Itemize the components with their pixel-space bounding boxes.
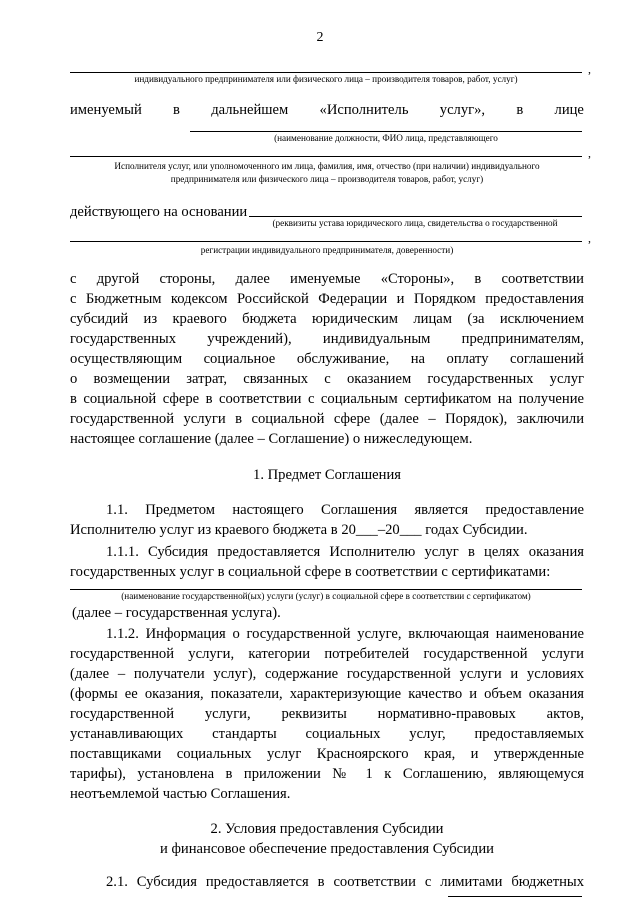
section-2-title: 2. Условия предоставления Субсидии [210,821,444,837]
caption-executor-1: Исполнителя услуг, или уполномоченного им лица, фамилия, имя, отчество (при наличии) индивидуального [114,161,540,171]
clause-1-1-line: Исполнителю услуг из краевого бюджета в 20___–20___ годах Субсидии. [70,522,528,538]
section-2-subtitle: и финансовое обеспечение предоставления Субсидии [160,841,494,857]
clause-1-1-2-line: (далее – получатели услуг), содержание государственной услуги и условиях [70,666,584,682]
comma: , [588,146,591,160]
service-after: (далее – государственная услуга). [72,605,281,621]
basis-fill-line [249,216,582,217]
named-line [70,100,584,120]
clause-1-1-2-line: устанавливающих стандарты социальных услуг, предоставляемых [70,726,584,742]
preamble-line: с Бюджетным кодексом Российской Федерации и Порядком предоставления [70,291,584,307]
clause-1-1-2-line: неотъемлемой частью Соглашения. [70,786,291,802]
clause-1-1-2-line: государственной услуги, категории потребителей государственной услуги [70,646,584,662]
caption-charter: (реквизиты устава юридического лица, свидетельства о государственной [272,218,558,228]
section-1-title: 1. Предмет Соглашения [253,467,401,483]
charter-fill-line [70,241,582,242]
caption-executor-2: предпринимателя или физического лица – производителя товаров, работ, услуг) [170,174,484,184]
position-fill-line [190,131,582,132]
clause-1-1-2-line: поставщиками социальных услуг Красноярского края, и утвержденные [70,746,584,762]
comma: , [588,231,591,245]
page-number: 2 [316,30,324,45]
word: услуг», [439,102,486,118]
caption-service: (наименование государственной(ых) услуги (услуг) в социальной сфере в соответствии с сертификатом) [121,591,531,601]
clause-1-1-1-line: государственных услуг в социальной сфере в соответствии с сертификатами: [70,564,551,580]
clause-2-1-line: 2.1. Субсидия предоставляется в соответствии с лимитами бюджетных [106,874,584,890]
preamble-line: настоящее соглашение (далее – Соглашение) о нижеследующем. [70,431,473,447]
preamble-line: о возмещении затрат, связанных с оказанием государственных услуг [70,371,584,387]
executor-fill-line [70,156,582,157]
comma: , [588,62,591,76]
top-fill-line [70,72,582,73]
clause-1-1-1-line: 1.1.1. Субсидия предоставляется Исполнителю услуг в целях оказания [106,544,584,560]
clause-1-1-2-line: 1.1.2. Информация о государственной услуге, включающая наименование [106,626,584,642]
clause-1-1-2-line: тарифы), установлена в приложении № 1 к Соглашению, являющемуся [70,766,584,782]
clause-1-1-line: 1.1. Предметом настоящего Соглашения является предоставление [106,502,584,518]
preamble-line: с другой стороны, далее именуемые «Стороны», в соответствии [70,271,584,287]
service-fill-line [70,589,582,590]
word: лице [554,102,584,118]
preamble-line: осуществляющим социальное обслуживание, на оплату соглашений [70,351,584,367]
word: в [516,102,524,118]
preamble-line: государственной услуги в социальной сфере (далее – Порядок), заключили [70,411,584,427]
clause-1-1-2-line: (формы ее оказания, показатели, характеризующие качество и объем оказания [70,686,584,702]
word: дальнейшем [211,102,289,118]
top-caption: индивидуального предпринимателя или физического лица – производителя товаров, работ, услуг) [134,74,518,84]
word: «Исполнитель [319,102,409,118]
caption-registration: регистрации индивидуального предпринимателя, доверенности) [200,245,454,255]
preamble-line: в социальной сфере в соответствии с социальным сертификатом на получение [70,391,584,407]
preamble-line: субсидий из краевого бюджета юридическим лицам (за исключением [70,311,584,327]
acting-basis-label: действующего на основании [70,204,248,220]
word: именуемый [70,102,142,118]
preamble-line: государственных учреждений), индивидуальным предпринимателям, [70,331,584,347]
clause-1-1-2-line: государственной услуги, реквизиты нормативно-правовых актов, [70,706,584,722]
footer-line [448,896,582,897]
caption-position: (наименование должности, ФИО лица, представляющего [274,133,498,143]
word: в [173,102,180,118]
